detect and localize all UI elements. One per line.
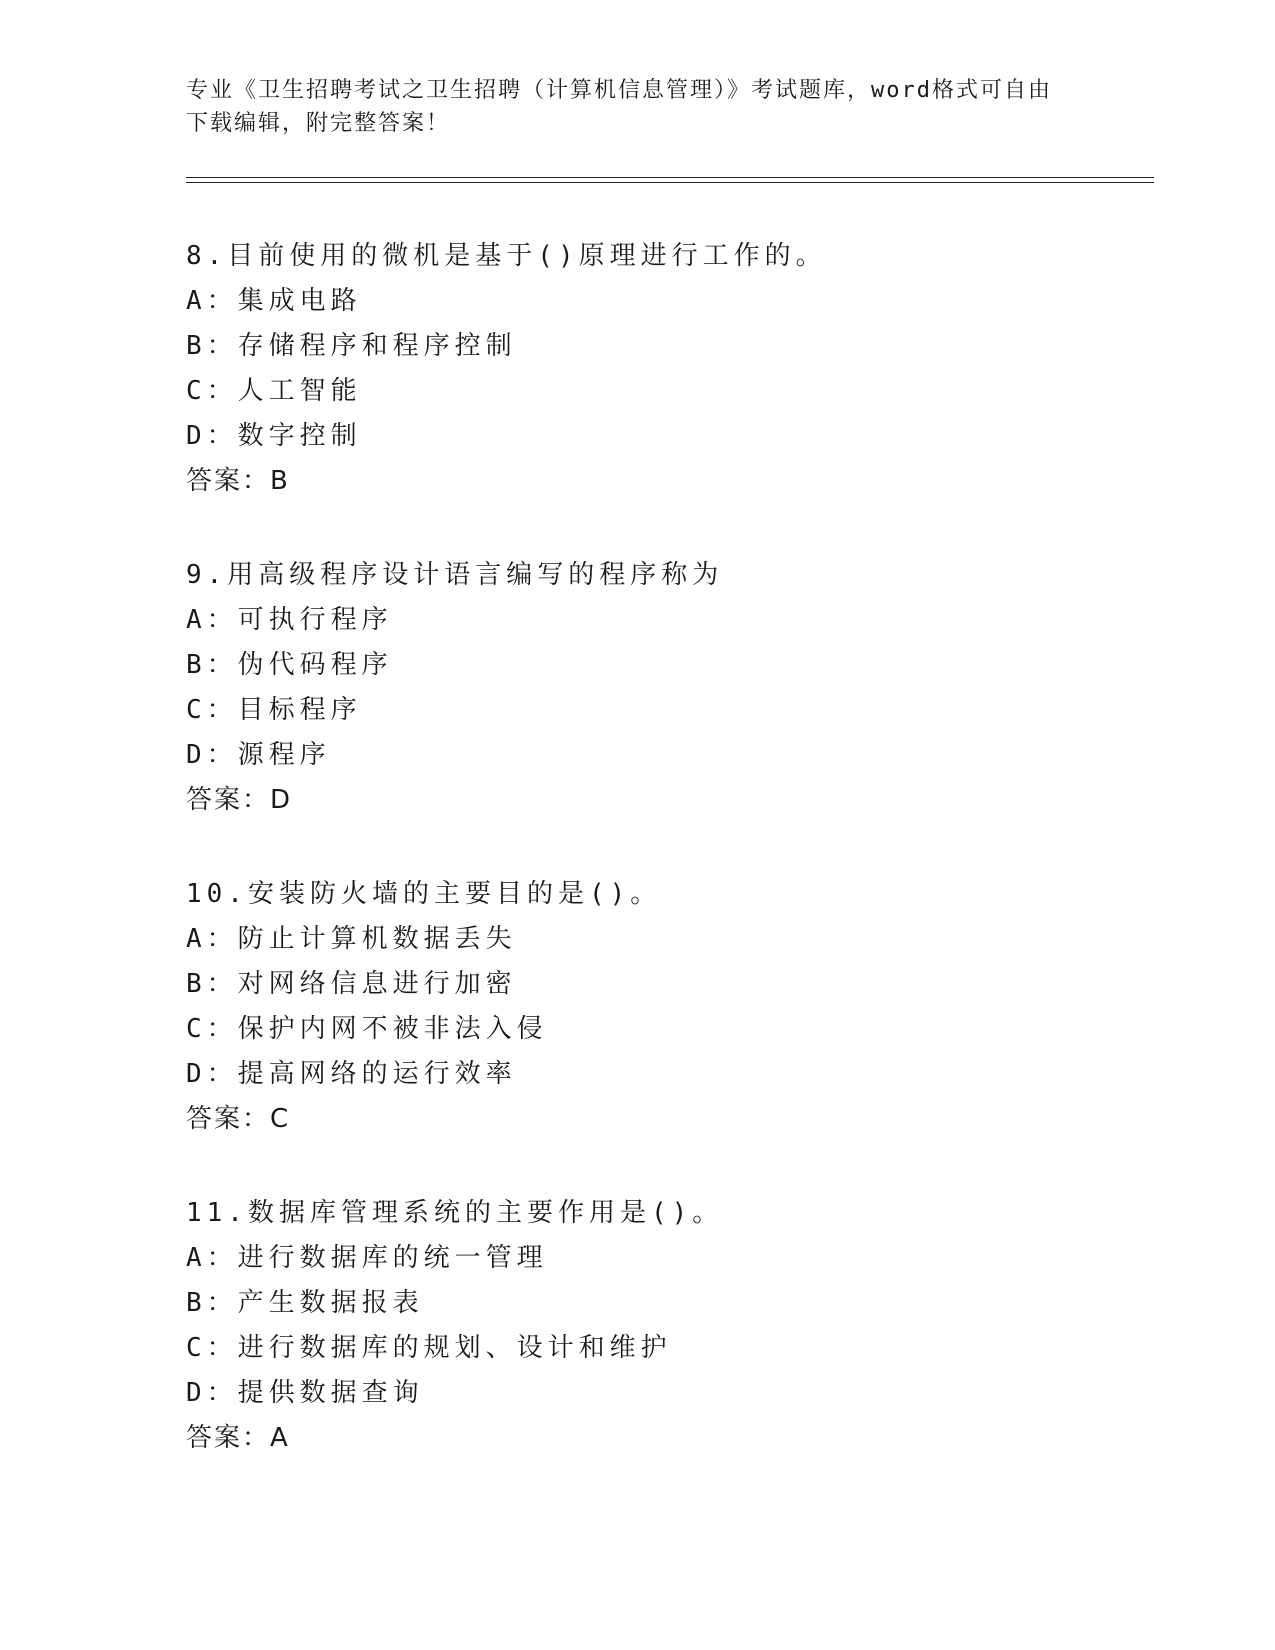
answer-text: 答案：D	[186, 785, 293, 815]
option-c: C：目标程序	[186, 695, 362, 725]
answer-text: 答案：C	[186, 1104, 291, 1134]
option-a: A：防止计算机数据丢失	[186, 924, 517, 954]
option-b: B：对网络信息进行加密	[186, 969, 517, 999]
option-a: A：进行数据库的统一管理	[186, 1243, 548, 1273]
option-a: A：可执行程序	[186, 605, 393, 635]
question-9	[186, 553, 1146, 823]
question-10	[186, 872, 1146, 1142]
option-c: C：进行数据库的规划、设计和维护	[186, 1333, 672, 1363]
question-stem: 9.用高级程序设计语言编写的程序称为	[186, 560, 724, 590]
option-d: D：数字控制	[186, 421, 362, 451]
header-divider-top	[186, 177, 1154, 178]
question-8	[186, 234, 1146, 504]
option-c: C：人工智能	[186, 376, 362, 406]
option-d: D：提供数据查询	[186, 1378, 424, 1408]
option-c: C：保护内网不被非法入侵	[186, 1014, 548, 1044]
option-b: B：伪代码程序	[186, 650, 393, 680]
answer-text: 答案：B	[186, 466, 290, 496]
option-d: D：源程序	[186, 740, 331, 770]
option-b: B：存储程序和程序控制	[186, 331, 517, 361]
option-b: B：产生数据报表	[186, 1288, 424, 1318]
option-a: A：集成电路	[186, 286, 362, 316]
question-stem: 8.目前使用的微机是基于()原理进行工作的。	[186, 241, 827, 271]
question-stem: 10.安装防火墙的主要目的是()。	[186, 879, 662, 909]
answer-text: 答案：A	[186, 1423, 290, 1453]
option-d: D：提高网络的运行效率	[186, 1059, 517, 1089]
header-divider-bottom	[186, 182, 1154, 183]
question-11	[186, 1191, 1146, 1461]
document-header: 专业《卫生招聘考试之卫生招聘（计算机信息管理）》考试题库，word格式可自由下载编辑，附完整答案！	[186, 78, 1052, 136]
question-stem: 11.数据库管理系统的主要作用是()。	[186, 1198, 724, 1228]
